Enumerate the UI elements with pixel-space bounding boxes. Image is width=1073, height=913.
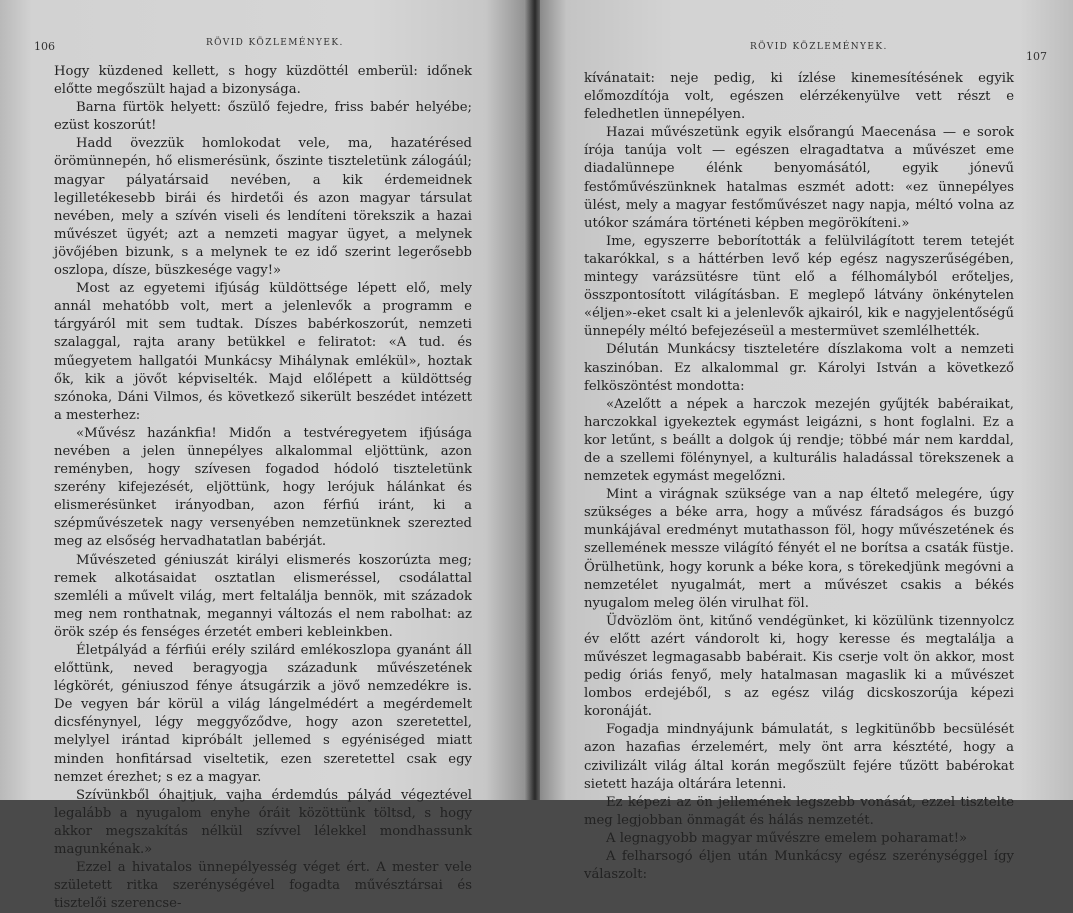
paragraph: «Azelőtt a népek a harczok mezején gyűjték babéraikat, harczokkal igyekeztek egymást leigázni, s hont foglalni. Ez a kor letűnt, s beállt a dolgok új rendje; többé már nem karddal, de a szellemi fölénynyel, a kulturális haladással törekszenek a nemzetek egymást megelőzni. [584, 396, 1014, 485]
paragraph: «Művész hazánkfia! Midőn a testvéregyetem ifjúsága nevében a jelen ünnepélyes alkalommal eljöttünk, azon reményben, hogy szívesen fogadod hódoló tiszteletünk szerény kifejezését, eljöttünk, hogy lerójuk hálánkat és elismerésünket irányodban, azon férfiú iránt, ki a szépművészetek nagy versenyében nemzetünknek szerezted meg az elsőség hervadhatatlan babérját. [54, 425, 472, 550]
paragraph: kívánatait: neje pedig, ki ízlése kinemesítésének egyik előmozdítója volt, egészen elérzékenyülve vett részt e feledhetlen ünnepélyen. [584, 71, 1014, 123]
right-page [540, 0, 1073, 883]
paragraph: Barna fürtök helyett: őszülő fejedre, friss babér helyébe; ezüst koszorút! [54, 100, 472, 134]
page-number: 106 [34, 40, 55, 53]
paragraph: Üdvözlöm önt, kitűnő vendégünket, ki közülünk tizennyolcz év előtt azért vándorolt ki, hogy keresse és megtalálja a művészet legmagasabb babérait. Kis cserje volt ön akkor, most pedig óriás fenyő, mely hatalmasan magaslik ki a művészet lombos erdejéből, s az egész világ dicskoszorúja képezi koronáját. [584, 613, 1014, 720]
page-body [584, 70, 1014, 884]
running-head: RÖVID KÖZLEMÉNYEK. [206, 38, 344, 48]
paragraph: Ezzel a hivatalos ünnepélyesség véget ért. A mester vele született ritka szerénységével fogadta művésztársai és tisztelői szerencse- [54, 860, 472, 912]
paragraph: A felharsogó éljen után Munkácsy egész szerénységgel így válaszolt: [584, 849, 1014, 883]
paragraph: Művészeted géniuszát királyi elismerés koszorúzta meg; remek alkotásaidat osztatlan elismeréssel, csodálattal szemléli a művelt világ, mert feltalálja bennök, mit századok meg nem ronthatnak, megannyi változás el nem rabolhat: az örök szép és fenséges érzetét emberi kebleinkben. [54, 552, 472, 640]
running-head: RÖVID KÖZLEMÉNYEK. [750, 42, 888, 52]
paragraph: Mint a virágnak szüksége van a nap éltető melegére, úgy szükséges a béke arra, hogy a művész fáradságos és buzgó munkájával eredményt mutathasson föl, hogy művészetének és szellemének messze világító fényét el ne borítsa a csaták füstje. Örülhetünk, hogy korunk a béke kora, s törekedjünk megóvni a nemzetélet nyugalmát, mert a művészet csakis a békés nyugalom meleg ölén virulhat föl. [584, 487, 1014, 611]
paragraph: Ez képezi az ön jellemének legszebb vonását, ezzel tisztelte meg legjobban önmagát és hálás nemzetét. [584, 794, 1014, 828]
paragraph: A legnagyobb magyar művészre emelem poharamat!» [606, 830, 968, 846]
paragraph: Hazai művészetünk egyik elsőrangú Maecenása — e sorok írója tanúja volt — egészen elragadtatva a művészet eme diadalünnepe élénk benyomásától, egyik jónevű festőművészünknek hatalmas eszmét adott: «ez ünnepélyes ülést, mely a magyar festőművészet nagy napja, méltó volna az utókor számára történeti képben megörökíteni.» [584, 125, 1014, 231]
paragraph: Ime, egyszerre beborították a felülvilágított terem tetejét takarókkal, s a háttérben levő kép egész nagyszerűségében, mintegy varázsütésre tünt elő a félhomályból erőteljes, összpontosított világításban. E meglepő látvány önkénytelen «éljen»-eket csalt ki a jelenlevők ajkairól, kik e nagyjelentőségű ünnepély méltó befejezéseül a mestermüvet szemlélhették. [584, 233, 1014, 340]
page-body [54, 63, 472, 913]
left-page [0, 0, 528, 912]
paragraph: Most az egyetemi ifjúság küldöttsége lépett elő, mely annál mehatóbb volt, mert a jelenlevők a programm e tárgyáról mit sem tudtak. Díszes babérkoszorút, nemzeti szalaggal, rajta arany betükkel e feliratot: «A tud. és műegyetem hallgatói Munkácsy Mihálynak emlékül», hoztak ők, kik a jövőt képviselték. Majd előlépett a küldöttség szónoka, Dáni Vilmos, és következő sikerült beszédet intézett a mesterhez: [54, 281, 472, 423]
paragraph: Délután Munkácsy tiszteletére díszlakoma volt a nemzeti kaszinóban. Ez alkalommal gr. Károlyi István a következő felköszöntést mondotta: [584, 342, 1014, 394]
paragraph: Hadd övezzük homlokodat vele, ma, hazatérésed örömünnepén, hő elismerésünk, őszinte tiszteletünk zálogáúl; magyar pályatársaid nevében, a kik érdemeidnek legilletékesebb birái és hirdetői és azon magyar társulat nevében, mely a szívén viseli és lendíteni törekszik a hazai művészet ügyét; azt a nemzeti magyar ügyet, a melynek jövőjében bizunk, s a melynek te ez idő szerint legerősebb oszlopa, dísze, büszkesége vagy!» [54, 136, 472, 279]
page-number: 107 [1026, 50, 1047, 63]
paragraph: Életpályád a férfiúi erély szilárd emlékoszlopa gyanánt áll előttünk, neved beragyogja századunk művészetének légkörét, géniuszod fénye átsugárzik a jövő nemzedékre is. De vegyen bár körül a világ lángelmédért a megérdemelt dicsfénynyel, légy meggyőződve, hogy azon szeretettel, melylyel irántad kipróbált jellemed s egyéniséged miatt minden honfitársad viseltetik, ezen szeretettel csak egy nemzet érezhet; s ez a magyar. [54, 643, 472, 785]
paragraph: Szívünkből óhajtjuk, vajha érdemdús pályád végeztével legalább a nyugalom enyhe óráit közöttünk töltsd, s hogy akkor megszakítás nélkül szívvel lélekkel mondhassunk magunkénak.» [54, 787, 472, 858]
paragraph: Fogadja mindnyájunk bámulatát, s legkitünőbb becsülését azon hazafias érzelemért, mely önt arra késztété, hogy a czivilizált világ által korán megőszült fejére tűzött babérokat sietett hazája oltárára letenni. [584, 722, 1014, 792]
paragraph: Hogy küzdened kellett, s hogy küzdöttél emberül: időnek előtte megőszült hajad a bizonysága. [54, 64, 472, 98]
